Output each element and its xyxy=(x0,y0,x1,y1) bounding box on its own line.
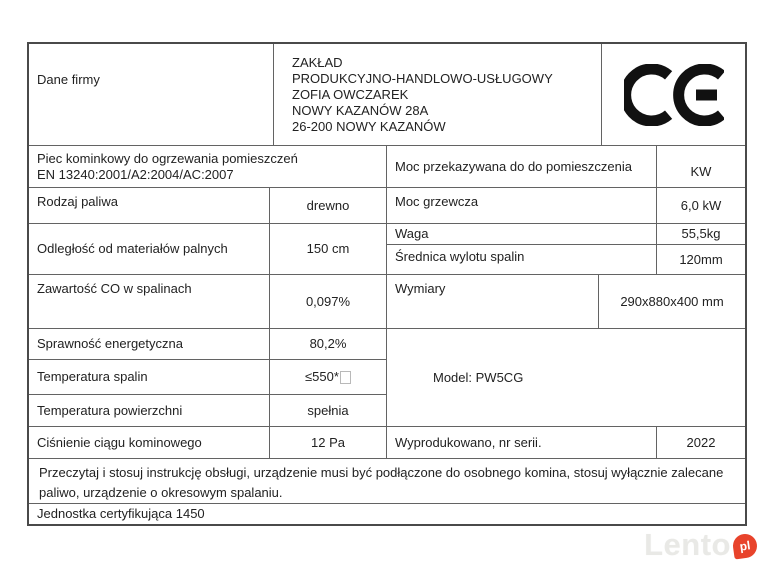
rating-plate-table xyxy=(27,42,747,526)
weight-label: Waga xyxy=(387,224,657,245)
weight-value: 55,5kg xyxy=(657,224,745,245)
ce-mark-cell xyxy=(602,44,745,146)
flue-temp-text: ≤550* xyxy=(305,369,339,384)
product-type-line2: EN 13240:2001/A2:2004/AC:2007 xyxy=(37,166,234,182)
dimensions-value: 290x880x400 mm xyxy=(599,275,745,329)
produced-label: Wyprodukowano, nr serii. xyxy=(387,427,657,459)
efficiency-label: Sprawność energetyczna xyxy=(29,329,270,360)
company-line: ZAKŁAD xyxy=(292,54,343,70)
ce-mark-icon xyxy=(624,64,724,126)
distance-label: Odległość od materiałów palnych xyxy=(29,224,270,275)
model-cell: Model: PW5CG xyxy=(387,329,745,427)
heat-output-value: 6,0 kW xyxy=(657,188,745,224)
company-line: ZOFIA OWCZAREK xyxy=(292,86,409,102)
lento-pl-badge-icon: pl xyxy=(731,532,758,559)
lento-watermark xyxy=(644,527,757,563)
company-section-label: Dane firmy xyxy=(29,44,274,146)
certification-body: Jednostka certyfikująca 1450 xyxy=(37,506,205,521)
missing-glyph-box xyxy=(340,371,351,384)
lento-logo-text: Lento xyxy=(644,527,731,562)
produced-year-value: 2022 xyxy=(657,427,745,459)
fuel-type-value: drewno xyxy=(270,188,387,224)
flue-diameter-label: Średnica wylotu spalin xyxy=(387,245,657,275)
distance-value: 150 cm xyxy=(270,224,387,275)
flue-temp-value xyxy=(270,360,387,395)
co-content-value: 0,097% xyxy=(270,275,387,329)
efficiency-value: 80,2% xyxy=(270,329,387,360)
fuel-type-label: Rodzaj paliwa xyxy=(29,188,270,224)
company-line: 26-200 NOWY KAZANÓW xyxy=(292,118,446,134)
co-content-label: Zawartość CO w spalinach xyxy=(29,275,270,329)
product-type-cell xyxy=(29,146,387,188)
draft-pressure-label: Ciśnienie ciągu kominowego xyxy=(29,427,270,459)
power-transfer-unit: KW xyxy=(657,146,745,188)
dimensions-label: Wymiary xyxy=(387,275,599,329)
company-line: PRODUKCYJNO-HANDLOWO-USŁUGOWY xyxy=(292,70,553,86)
draft-pressure-value: 12 Pa xyxy=(270,427,387,459)
usage-note: Przeczytaj i stosuj instrukcję obsługi, urządzenie musi być podłączone do osobnego komina, stosuj wyłącznie zalecane paliwo, urządzenie o okresowym spalaniu. xyxy=(29,459,745,504)
heat-output-label: Moc grzewcza xyxy=(387,188,657,224)
surface-temp-label: Temperatura powierzchni xyxy=(29,395,270,427)
power-transfer-label: Moc przekazywana do do pomieszczenia xyxy=(387,146,657,188)
product-type-line1: Piec kominkowy do ogrzewania pomieszczeń xyxy=(37,150,298,166)
surface-temp-value: spełnia xyxy=(270,395,387,427)
company-address-block xyxy=(274,44,602,146)
company-line: NOWY KAZANÓW 28A xyxy=(292,102,429,118)
flue-diameter-value: 120mm xyxy=(657,245,745,275)
flue-temp-label: Temperatura spalin xyxy=(29,360,270,395)
